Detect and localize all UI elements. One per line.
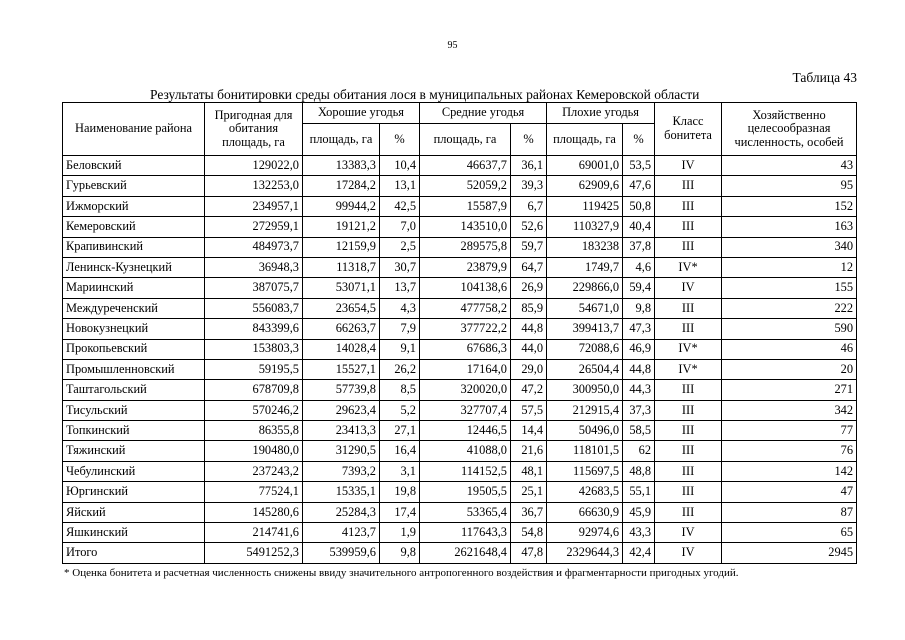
medium-percent-cell: 14,4 [511, 421, 547, 441]
good-percent-cell: 27,1 [380, 421, 420, 441]
bonitet-class-cell: IV* [655, 257, 722, 277]
population-cell: 271 [722, 380, 857, 400]
population-cell: 43 [722, 156, 857, 176]
table-row [63, 257, 857, 277]
bonitet-class-cell: III [655, 502, 722, 522]
district-name-cell: Чебулинский [63, 461, 205, 481]
header-poor-area: площадь, га [547, 124, 623, 156]
medium-area-cell: 104138,6 [420, 278, 511, 298]
poor-area-cell: 2329644,3 [547, 543, 623, 563]
table-row [63, 421, 857, 441]
table-row [63, 217, 857, 237]
poor-area-cell: 62909,6 [547, 176, 623, 196]
poor-area-cell: 119425 [547, 196, 623, 216]
suitable-area-cell: 556083,7 [205, 298, 303, 318]
population-cell: 76 [722, 441, 857, 461]
population-cell: 95 [722, 176, 857, 196]
footnote: * Оценка бонитета и расчетная численность снижены ввиду значительного антропогенного воздействия и фрагментарности пригодных угодий. [64, 567, 739, 579]
district-name-cell: Гурьевский [63, 176, 205, 196]
poor-area-cell: 66630,9 [547, 502, 623, 522]
poor-area-cell: 399413,7 [547, 319, 623, 339]
poor-area-cell: 50496,0 [547, 421, 623, 441]
medium-area-cell: 2621648,4 [420, 543, 511, 563]
good-area-cell: 23654,5 [303, 298, 380, 318]
table-row [63, 482, 857, 502]
header-good-area: площадь, га [303, 124, 380, 156]
poor-percent-cell: 45,9 [623, 502, 655, 522]
good-percent-cell: 1,9 [380, 523, 420, 543]
medium-percent-cell: 39,3 [511, 176, 547, 196]
good-percent-cell: 13,1 [380, 176, 420, 196]
table-row [63, 278, 857, 298]
header-district: Наименование района [63, 103, 205, 156]
suitable-area-cell: 484973,7 [205, 237, 303, 257]
district-name-cell: Яшкинский [63, 523, 205, 543]
poor-percent-cell: 53,5 [623, 156, 655, 176]
suitable-area-cell: 234957,1 [205, 196, 303, 216]
population-cell: 20 [722, 359, 857, 379]
good-percent-cell: 16,4 [380, 441, 420, 461]
bonitet-class-cell: IV* [655, 339, 722, 359]
population-cell: 2945 [722, 543, 857, 563]
medium-percent-cell: 29,0 [511, 359, 547, 379]
suitable-area-cell: 237243,2 [205, 461, 303, 481]
bonitet-class-cell: III [655, 482, 722, 502]
suitable-area-cell: 570246,2 [205, 400, 303, 420]
good-percent-cell: 9,1 [380, 339, 420, 359]
district-name-cell: Кемеровский [63, 217, 205, 237]
good-area-cell: 14028,4 [303, 339, 380, 359]
medium-percent-cell: 64,7 [511, 257, 547, 277]
poor-percent-cell: 47,6 [623, 176, 655, 196]
population-cell: 87 [722, 502, 857, 522]
table-row [63, 339, 857, 359]
good-area-cell: 15335,1 [303, 482, 380, 502]
poor-percent-cell: 55,1 [623, 482, 655, 502]
header-medium-lands: Средние угодья [420, 103, 547, 124]
population-cell: 47 [722, 482, 857, 502]
good-area-cell: 31290,5 [303, 441, 380, 461]
table-row [63, 298, 857, 318]
bonitet-class-cell: IV [655, 523, 722, 543]
good-percent-cell: 42,5 [380, 196, 420, 216]
district-name-cell: Тяжинский [63, 441, 205, 461]
district-name-cell: Беловский [63, 156, 205, 176]
poor-percent-cell: 42,4 [623, 543, 655, 563]
population-cell: 340 [722, 237, 857, 257]
header-medium-area: площадь, га [420, 124, 511, 156]
poor-percent-cell: 40,4 [623, 217, 655, 237]
medium-percent-cell: 59,7 [511, 237, 547, 257]
poor-percent-cell: 48,8 [623, 461, 655, 481]
district-name-cell: Таштагольский [63, 380, 205, 400]
table-row [63, 502, 857, 522]
table-row [63, 400, 857, 420]
medium-percent-cell: 54,8 [511, 523, 547, 543]
poor-percent-cell: 62 [623, 441, 655, 461]
medium-percent-cell: 36,7 [511, 502, 547, 522]
medium-area-cell: 320020,0 [420, 380, 511, 400]
population-cell: 155 [722, 278, 857, 298]
good-area-cell: 25284,3 [303, 502, 380, 522]
bonitet-class-cell: III [655, 196, 722, 216]
medium-area-cell: 67686,3 [420, 339, 511, 359]
good-percent-cell: 7,9 [380, 319, 420, 339]
header-bonitet-class: Класс бонитета [655, 103, 722, 156]
good-area-cell: 13383,3 [303, 156, 380, 176]
good-area-cell: 29623,4 [303, 400, 380, 420]
poor-percent-cell: 9,8 [623, 298, 655, 318]
district-name-cell: Топкинский [63, 421, 205, 441]
header-good-lands: Хорошие угодья [303, 103, 420, 124]
population-cell: 342 [722, 400, 857, 420]
poor-percent-cell: 43,3 [623, 523, 655, 543]
good-percent-cell: 5,2 [380, 400, 420, 420]
bonitet-class-cell: IV* [655, 359, 722, 379]
medium-percent-cell: 26,9 [511, 278, 547, 298]
bonitet-class-cell: III [655, 441, 722, 461]
medium-percent-cell: 52,6 [511, 217, 547, 237]
suitable-area-cell: 145280,6 [205, 502, 303, 522]
poor-area-cell: 69001,0 [547, 156, 623, 176]
good-percent-cell: 17,4 [380, 502, 420, 522]
poor-area-cell: 212915,4 [547, 400, 623, 420]
medium-area-cell: 52059,2 [420, 176, 511, 196]
good-area-cell: 99944,2 [303, 196, 380, 216]
medium-percent-cell: 47,8 [511, 543, 547, 563]
total-row [63, 543, 857, 563]
suitable-area-cell: 77524,1 [205, 482, 303, 502]
population-cell: 12 [722, 257, 857, 277]
good-area-cell: 66263,7 [303, 319, 380, 339]
table-body [63, 156, 857, 564]
bonitet-class-cell: III [655, 380, 722, 400]
district-name-cell: Прокопьевский [63, 339, 205, 359]
table-row [63, 523, 857, 543]
table-row [63, 461, 857, 481]
medium-area-cell: 477758,2 [420, 298, 511, 318]
medium-area-cell: 17164,0 [420, 359, 511, 379]
bonitet-table [62, 102, 857, 564]
table-row [63, 359, 857, 379]
suitable-area-cell: 387075,7 [205, 278, 303, 298]
medium-percent-cell: 47,2 [511, 380, 547, 400]
table-row [63, 176, 857, 196]
poor-area-cell: 1749,7 [547, 257, 623, 277]
suitable-area-cell: 86355,8 [205, 421, 303, 441]
table-row [63, 441, 857, 461]
medium-area-cell: 114152,5 [420, 461, 511, 481]
suitable-area-cell: 190480,0 [205, 441, 303, 461]
medium-percent-cell: 44,0 [511, 339, 547, 359]
bonitet-class-cell: IV [655, 543, 722, 563]
district-name-cell: Итого [63, 543, 205, 563]
table-row [63, 319, 857, 339]
good-area-cell: 23413,3 [303, 421, 380, 441]
suitable-area-cell: 129022,0 [205, 156, 303, 176]
poor-area-cell: 26504,4 [547, 359, 623, 379]
suitable-area-cell: 5491252,3 [205, 543, 303, 563]
good-area-cell: 57739,8 [303, 380, 380, 400]
poor-percent-cell: 4,6 [623, 257, 655, 277]
poor-area-cell: 300950,0 [547, 380, 623, 400]
medium-percent-cell: 6,7 [511, 196, 547, 216]
medium-percent-cell: 25,1 [511, 482, 547, 502]
population-cell: 65 [722, 523, 857, 543]
good-area-cell: 53071,1 [303, 278, 380, 298]
poor-percent-cell: 44,8 [623, 359, 655, 379]
header-poor-lands: Плохие угодья [547, 103, 655, 124]
population-cell: 152 [722, 196, 857, 216]
medium-percent-cell: 85,9 [511, 298, 547, 318]
bonitet-class-cell: III [655, 237, 722, 257]
medium-area-cell: 15587,9 [420, 196, 511, 216]
suitable-area-cell: 36948,3 [205, 257, 303, 277]
poor-percent-cell: 44,3 [623, 380, 655, 400]
table-row [63, 196, 857, 216]
poor-area-cell: 42683,5 [547, 482, 623, 502]
good-area-cell: 7393,2 [303, 461, 380, 481]
bonitet-class-cell: IV [655, 156, 722, 176]
medium-area-cell: 41088,0 [420, 441, 511, 461]
header-population: Хозяйственно целесообразная численность, особей [722, 103, 857, 156]
suitable-area-cell: 272959,1 [205, 217, 303, 237]
poor-percent-cell: 59,4 [623, 278, 655, 298]
good-percent-cell: 9,8 [380, 543, 420, 563]
table-title: Результаты бонитировки среды обитания лося в муниципальных районах Кемеровской области [150, 87, 700, 102]
poor-area-cell: 183238 [547, 237, 623, 257]
bonitet-class-cell: III [655, 298, 722, 318]
good-area-cell: 17284,2 [303, 176, 380, 196]
medium-percent-cell: 57,5 [511, 400, 547, 420]
header-good-percent: % [380, 124, 420, 156]
good-percent-cell: 4,3 [380, 298, 420, 318]
district-name-cell: Ленинск-Кузнецкий [63, 257, 205, 277]
good-area-cell: 11318,7 [303, 257, 380, 277]
good-percent-cell: 10,4 [380, 156, 420, 176]
good-percent-cell: 7,0 [380, 217, 420, 237]
poor-percent-cell: 47,3 [623, 319, 655, 339]
good-area-cell: 12159,9 [303, 237, 380, 257]
population-cell: 142 [722, 461, 857, 481]
medium-area-cell: 23879,9 [420, 257, 511, 277]
header-suitable-area: Пригодная для обитания площадь, га [205, 103, 303, 156]
bonitet-class-cell: III [655, 176, 722, 196]
header-medium-percent: % [511, 124, 547, 156]
table-label: Таблица 43 [792, 70, 857, 85]
suitable-area-cell: 843399,6 [205, 319, 303, 339]
poor-area-cell: 72088,6 [547, 339, 623, 359]
medium-area-cell: 12446,5 [420, 421, 511, 441]
medium-area-cell: 53365,4 [420, 502, 511, 522]
district-name-cell: Мариинский [63, 278, 205, 298]
good-percent-cell: 2,5 [380, 237, 420, 257]
district-name-cell: Яйский [63, 502, 205, 522]
medium-area-cell: 289575,8 [420, 237, 511, 257]
good-percent-cell: 26,2 [380, 359, 420, 379]
district-name-cell: Юргинский [63, 482, 205, 502]
good-area-cell: 19121,2 [303, 217, 380, 237]
population-cell: 77 [722, 421, 857, 441]
district-name-cell: Тисульский [63, 400, 205, 420]
district-name-cell: Ижморский [63, 196, 205, 216]
medium-area-cell: 377722,2 [420, 319, 511, 339]
medium-percent-cell: 44,8 [511, 319, 547, 339]
poor-percent-cell: 58,5 [623, 421, 655, 441]
bonitet-class-cell: III [655, 461, 722, 481]
suitable-area-cell: 678709,8 [205, 380, 303, 400]
bonitet-class-cell: IV [655, 278, 722, 298]
medium-area-cell: 117643,3 [420, 523, 511, 543]
suitable-area-cell: 132253,0 [205, 176, 303, 196]
table-row [63, 380, 857, 400]
district-name-cell: Междуреченский [63, 298, 205, 318]
table-row [63, 156, 857, 176]
medium-percent-cell: 21,6 [511, 441, 547, 461]
bonitet-class-cell: III [655, 421, 722, 441]
suitable-area-cell: 59195,5 [205, 359, 303, 379]
good-area-cell: 15527,1 [303, 359, 380, 379]
poor-percent-cell: 46,9 [623, 339, 655, 359]
poor-area-cell: 110327,9 [547, 217, 623, 237]
good-percent-cell: 3,1 [380, 461, 420, 481]
medium-area-cell: 327707,4 [420, 400, 511, 420]
bonitet-class-cell: III [655, 400, 722, 420]
medium-area-cell: 19505,5 [420, 482, 511, 502]
medium-percent-cell: 36,1 [511, 156, 547, 176]
poor-percent-cell: 50,8 [623, 196, 655, 216]
good-percent-cell: 19,8 [380, 482, 420, 502]
medium-area-cell: 143510,0 [420, 217, 511, 237]
bonitet-class-cell: III [655, 217, 722, 237]
poor-percent-cell: 37,3 [623, 400, 655, 420]
district-name-cell: Крапивинский [63, 237, 205, 257]
poor-area-cell: 54671,0 [547, 298, 623, 318]
suitable-area-cell: 214741,6 [205, 523, 303, 543]
poor-area-cell: 118101,5 [547, 441, 623, 461]
population-cell: 163 [722, 217, 857, 237]
page-number: 95 [447, 40, 458, 51]
good-percent-cell: 13,7 [380, 278, 420, 298]
district-name-cell: Промышленновский [63, 359, 205, 379]
poor-area-cell: 229866,0 [547, 278, 623, 298]
good-percent-cell: 8,5 [380, 380, 420, 400]
header-poor-percent: % [623, 124, 655, 156]
district-name-cell: Новокузнецкий [63, 319, 205, 339]
population-cell: 222 [722, 298, 857, 318]
table-row [63, 237, 857, 257]
poor-area-cell: 115697,5 [547, 461, 623, 481]
medium-percent-cell: 48,1 [511, 461, 547, 481]
poor-percent-cell: 37,8 [623, 237, 655, 257]
good-area-cell: 4123,7 [303, 523, 380, 543]
population-cell: 590 [722, 319, 857, 339]
good-percent-cell: 30,7 [380, 257, 420, 277]
suitable-area-cell: 153803,3 [205, 339, 303, 359]
good-area-cell: 539959,6 [303, 543, 380, 563]
medium-area-cell: 46637,7 [420, 156, 511, 176]
bonitet-class-cell: III [655, 319, 722, 339]
population-cell: 46 [722, 339, 857, 359]
poor-area-cell: 92974,6 [547, 523, 623, 543]
